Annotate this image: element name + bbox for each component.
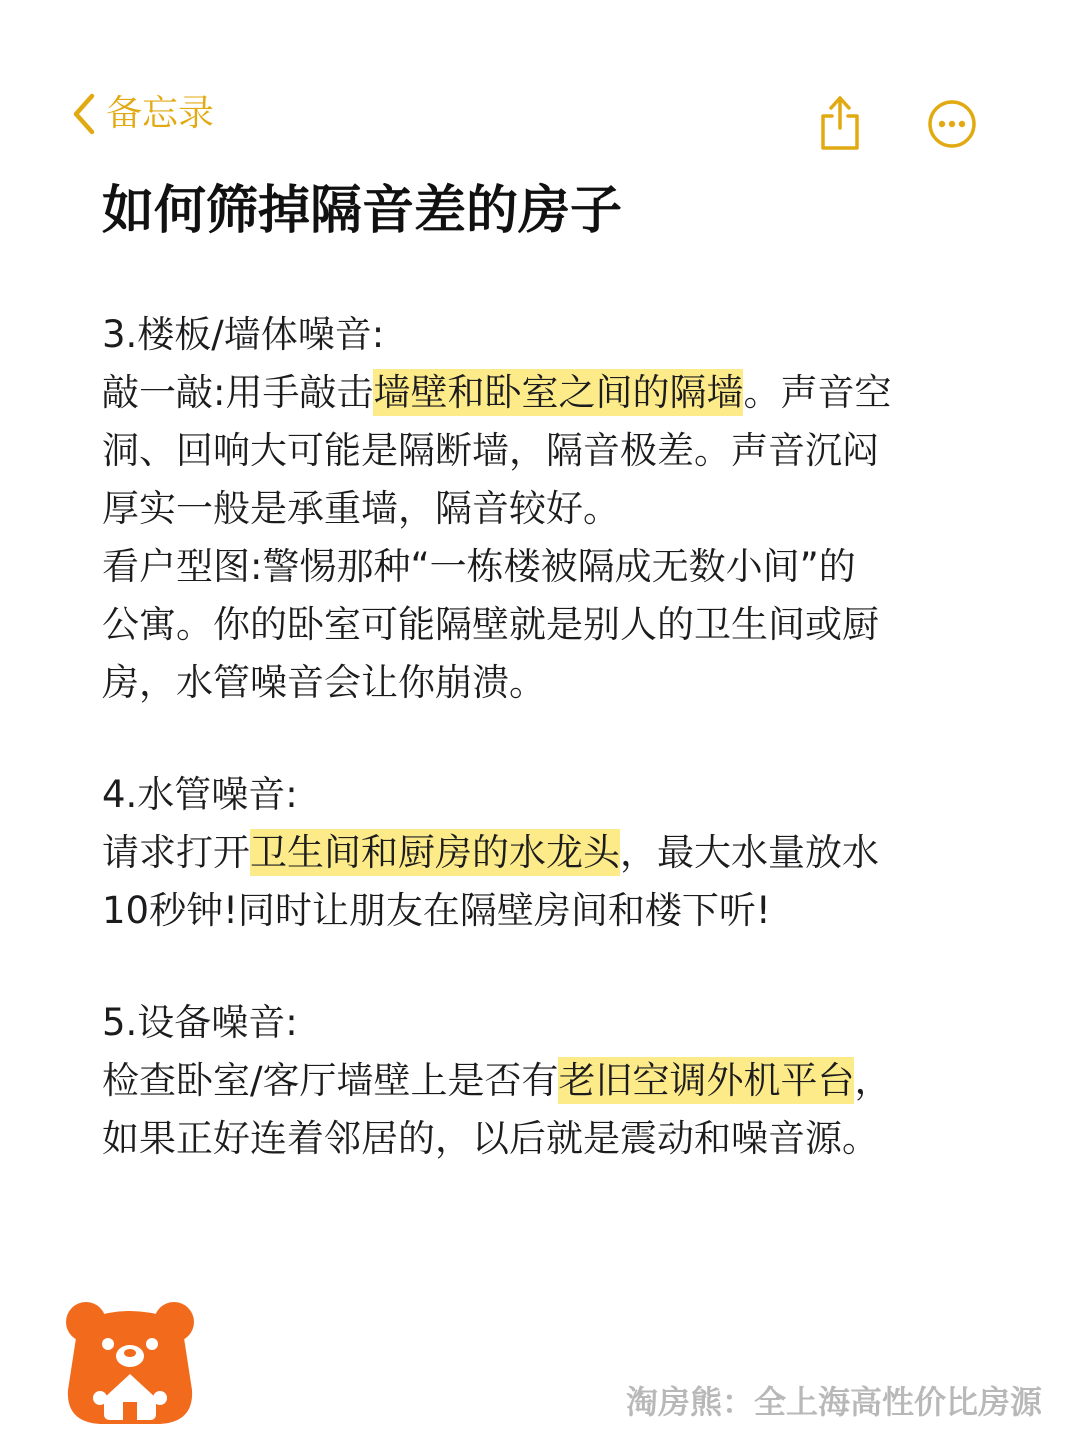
text-run: 。声音空 <box>743 371 892 414</box>
note-body[interactable] <box>102 306 982 1168</box>
highlighted-text: 卫生间和厨房的水龙头 <box>250 831 620 874</box>
highlighted-text: 老旧空调外机平台 <box>558 1059 855 1102</box>
body-line: 如果正好连着邻居的，以后就是震动和噪音源。 <box>102 1117 879 1160</box>
section-heading: 5.设备噪音: <box>102 1001 298 1044</box>
note-title: 如何筛掉隔音差的房子 <box>102 181 623 241</box>
body-line <box>102 1052 982 1110</box>
text-run: ， <box>854 1059 892 1102</box>
body-line <box>102 364 982 422</box>
section-equipment-noise <box>102 994 982 1168</box>
section-water-pipe-noise <box>102 766 982 940</box>
body-line: 厚实一般是承重墙，隔音较好。 <box>102 487 620 530</box>
body-line: 公寓。你的卧室可能隔壁就是别人的卫生间或厨 <box>102 603 879 646</box>
section-heading: 3.楼板/墙体噪音: <box>102 313 385 356</box>
text-run: 请求打开 <box>102 831 250 874</box>
text-run: 敲一敲:用手敲击 <box>102 371 374 414</box>
more-button[interactable] <box>926 98 978 150</box>
back-label: 备忘录 <box>106 93 215 134</box>
bear-logo-icon <box>60 1298 200 1428</box>
body-line <box>102 824 982 882</box>
body-line: 看户型图:警惕那种“一栋楼被隔成无数小间”的 <box>102 545 856 588</box>
nav-bar <box>70 86 1010 162</box>
share-icon <box>814 94 866 152</box>
share-button[interactable] <box>814 94 866 152</box>
more-icon <box>926 98 978 150</box>
text-run: 检查卧室/客厅墙壁上是否有 <box>102 1059 559 1102</box>
highlighted-text: 墙壁和卧室之间的隔墙 <box>373 371 744 414</box>
chevron-left-icon <box>70 92 98 136</box>
text-run: ，最大水量放水 <box>620 831 879 874</box>
back-button[interactable] <box>70 92 214 136</box>
section-floor-wall-noise <box>102 306 982 712</box>
body-line: 10秒钟!同时让朋友在隔壁房间和楼下听! <box>102 889 771 932</box>
section-heading: 4.水管噪音: <box>102 773 298 816</box>
body-line: 洞、回响大可能是隔断墙，隔音极差。声音沉闷 <box>102 429 879 472</box>
footer-caption: 淘房熊：全上海高性价比房源 <box>625 1383 1042 1421</box>
body-line: 房，水管噪音会让你崩溃。 <box>102 661 546 704</box>
